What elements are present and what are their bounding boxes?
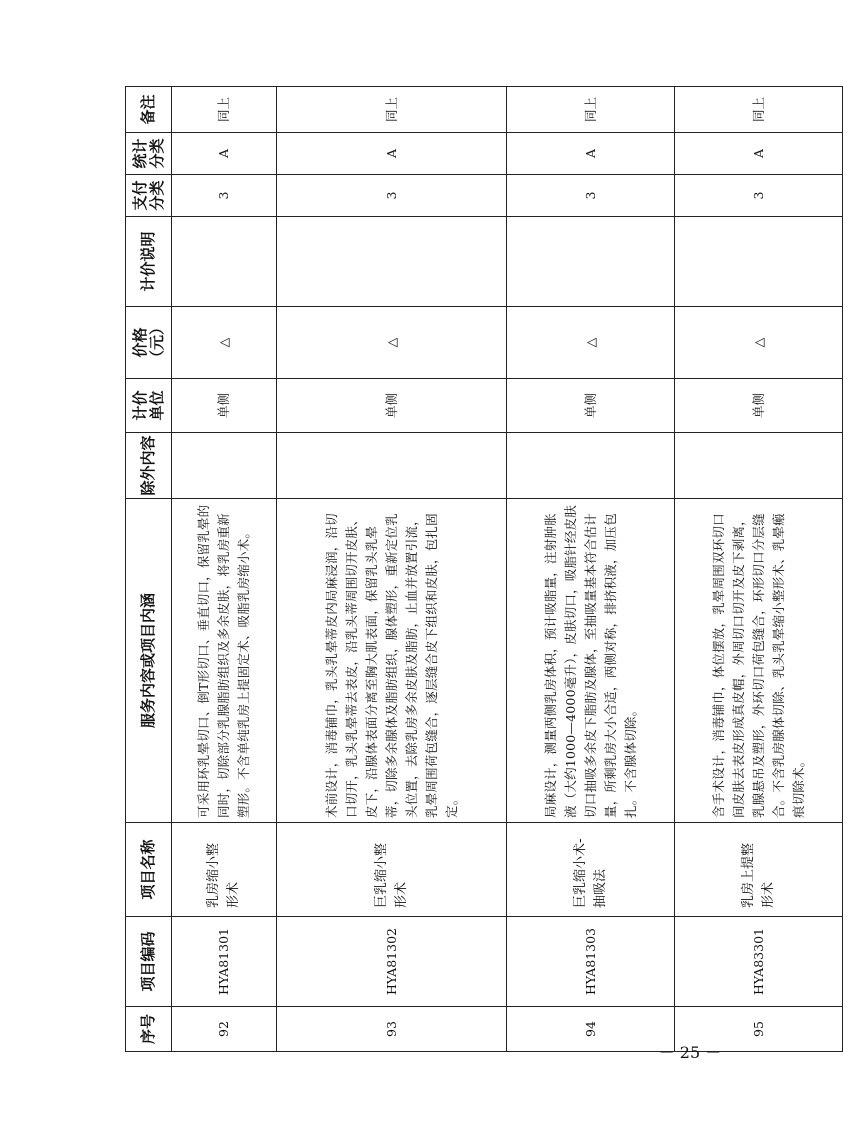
cell-stat: A: [675, 133, 843, 175]
cell-unit: 单侧: [507, 379, 675, 433]
cell-stat: A: [172, 133, 277, 175]
cell-pricing-note: [172, 217, 277, 307]
header-stat-line1: 统计: [130, 138, 149, 169]
cell-seq: 95: [675, 1007, 843, 1052]
cell-code: HYA81303: [507, 917, 675, 1007]
cell-unit: 单侧: [675, 379, 843, 433]
cell-price: △: [277, 307, 507, 379]
header-price-line2: （元）: [147, 320, 166, 366]
cell-payment: 3: [507, 175, 675, 217]
cell-stat: A: [507, 133, 675, 175]
header-stat-line2: 分类: [147, 138, 166, 169]
header-unit-line2: 单位: [147, 390, 166, 421]
header-stat: [126, 133, 172, 175]
header-unit: [126, 379, 172, 433]
cell-unit: 单侧: [172, 379, 277, 433]
cell-pricing-note: [277, 217, 507, 307]
cell-payment: 3: [277, 175, 507, 217]
header-name: 项目名称: [126, 823, 172, 917]
cell-stat: A: [277, 133, 507, 175]
cell-payment: 3: [675, 175, 843, 217]
cell-excluded: [675, 433, 843, 499]
cell-content: 局麻设计，测量两侧乳房体积，预计吸脂量，注射肿胀液（大约1000—4000毫升），皮肤切口，吸脂针经皮肤切口抽吸多余皮下脂肪及腺体，至抽吸量基本符合估计量，所剩乳房大小合适，两侧对称，排挤积液，加压包扎。不含腺体切除。: [507, 499, 675, 823]
cell-seq: 94: [507, 1007, 675, 1052]
page-number: － 25 －: [658, 1043, 722, 1062]
header-price: [126, 307, 172, 379]
header-content: 服务内容或项目内涵: [126, 499, 172, 823]
table-row: [277, 87, 507, 1052]
cell-price: △: [507, 307, 675, 379]
header-row: [126, 87, 172, 1052]
cell-name: 巨乳缩小术-抽吸法: [507, 823, 675, 917]
header-payment-line1: 支付: [130, 180, 149, 211]
cell-excluded: [507, 433, 675, 499]
cell-content: 可采用环乳晕切口、倒T形切口、垂直切口，保留乳晕的同时，切除部分乳腺脂肪组织及多余皮肤，将乳房重新塑形。不含单纯乳房上提固定术、吸脂乳房缩小术。: [172, 499, 277, 823]
cell-remark: 同上: [675, 87, 843, 133]
cell-excluded: [277, 433, 507, 499]
cell-payment: 3: [172, 175, 277, 217]
cell-pricing-note: [507, 217, 675, 307]
cell-content: 含手术设计，消毒铺巾，体位摆放，乳晕周围双环切口间皮肤去表皮形成真皮帽，外周切口切开及皮下剥离，乳腺悬吊及塑形，外环切口荷包缝合，环形切口分层缝合。不含乳房腺体切除、乳头乳晕缩小整形术、乳晕瘢痕切除术。: [675, 499, 843, 823]
cell-content: 术前设计，消毒铺巾，乳头乳晕蒂皮内局麻浸润，沿切口切开，乳头乳晕蒂去表皮，沿乳头蒂周围切开皮肤、皮下，沿腺体表面分离至胸大肌表面，保留乳头乳晕蒂，切除多余腺体及脂肪组织，腺体塑形，重新定位乳头位置，去除乳房多余皮肤及脂肪，止血并放置引流，乳晕周围荷包缝合，逐层缝合皮下组织和皮肤，包扎固定。: [277, 499, 507, 823]
table-row: [172, 87, 277, 1052]
cell-name: 巨乳缩小整形术: [277, 823, 507, 917]
header-payment-line2: 分类: [147, 180, 166, 211]
cell-price: △: [172, 307, 277, 379]
cell-name: 乳房缩小整形术: [172, 823, 277, 917]
cell-code: HYA81302: [277, 917, 507, 1007]
cell-price: △: [675, 307, 843, 379]
header-price-line1: 价格: [130, 327, 149, 358]
cell-code: HYA83301: [675, 917, 843, 1007]
pricing-table: [125, 86, 843, 1052]
cell-name: 乳房上提整形术: [675, 823, 843, 917]
cell-remark: 同上: [507, 87, 675, 133]
header-pricing-note: 计价说明: [126, 217, 172, 307]
table-row: [675, 87, 843, 1052]
header-code: 项目编码: [126, 917, 172, 1007]
cell-remark: 同上: [277, 87, 507, 133]
header-excluded: 除外内容: [126, 433, 172, 499]
table-row: [507, 87, 675, 1052]
header-remark: 备注: [126, 87, 172, 133]
cell-code: HYA81301: [172, 917, 277, 1007]
cell-excluded: [172, 433, 277, 499]
header-unit-line1: 计价: [130, 390, 149, 421]
cell-unit: 单侧: [277, 379, 507, 433]
cell-pricing-note: [675, 217, 843, 307]
cell-seq: 92: [172, 1007, 277, 1052]
header-payment: [126, 175, 172, 217]
header-seq: 序号: [126, 1007, 172, 1052]
cell-remark: 同上: [172, 87, 277, 133]
cell-seq: 93: [277, 1007, 507, 1052]
